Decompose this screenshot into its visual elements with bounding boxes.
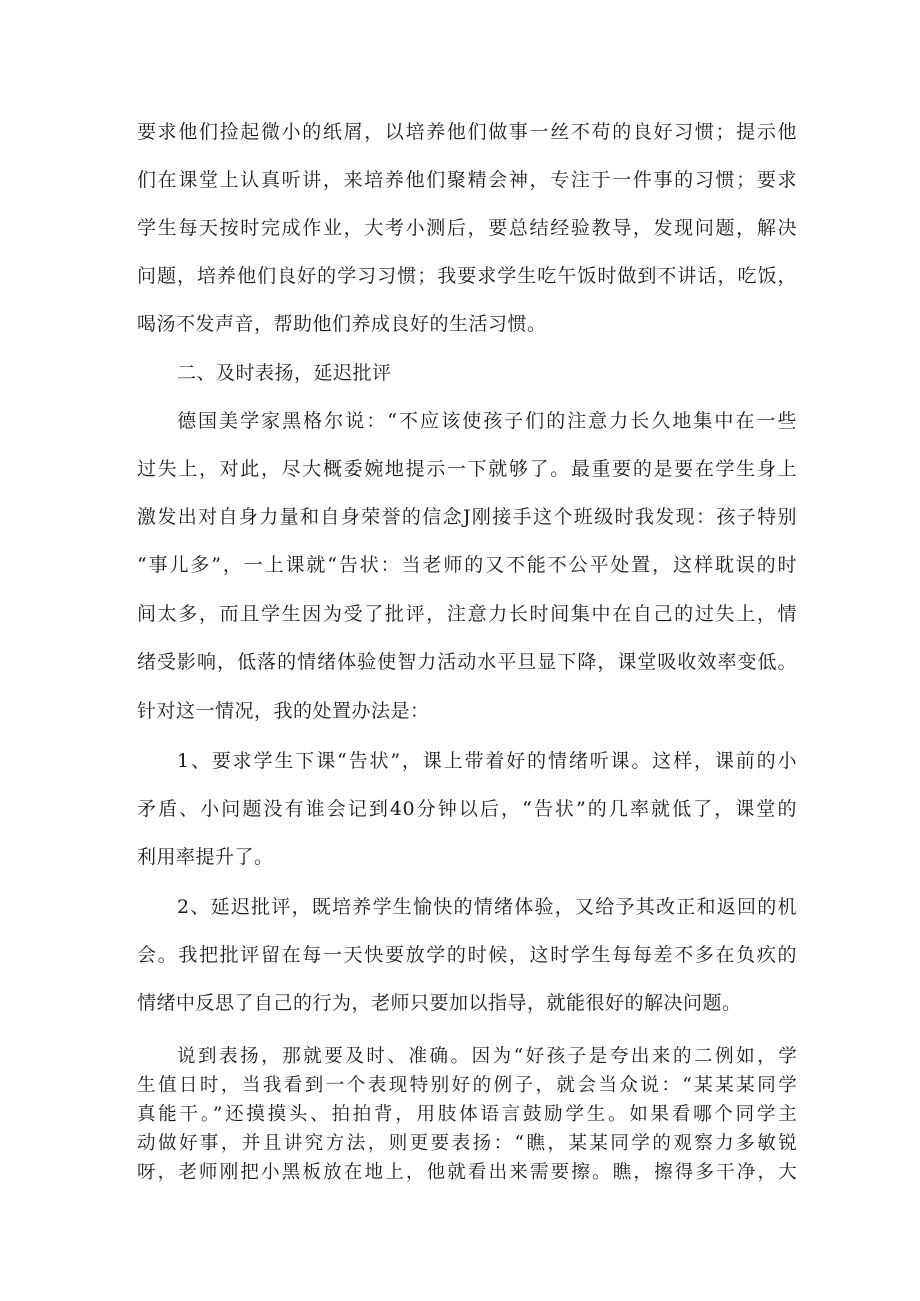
text-line: 问题，培养他们良好的学习习惯；我要求学生吃午饭时做到不讲话，吃饭， [137,265,797,287]
text-line: 情绪中反思了自己的行为，老师只要加以指导，就能很好的解决问题。 [137,992,742,1014]
text-line: 间太多，而且学生因为受了批评，注意力长时间集中在自己的过失上，情 [137,603,797,625]
section-heading: 二、及时表扬，延迟批评 [177,362,392,384]
text-line: “事儿多”，一上课就“告状：当老师的又不能不公平处置，这样耽误的时 [137,554,797,576]
text-line: 喝汤不发声音，帮助他们养成良好的生活习惯。 [137,313,547,335]
text-line: 过失上，对此，尽大概委婉地提示一下就够了。最重要的是要在学生身上 [137,458,797,480]
text-line: 呀，老师刚把小黑板放在地上，他就看出来需要擦。瞧，擦得多干净，大 [137,1162,797,1183]
text-line: 矛盾、小问题没有谁会记到40分钟以后，“告状”的几率就低了，课堂的 [137,798,797,820]
text-line: 生值日时，当我看到一个表现特别好的例子，就会当众说：“某某某同学 [137,1075,797,1096]
text-line: 1、要求学生下课“告状”，课上带着好的情绪听课。这样，课前的小 [177,750,797,772]
text-line: 绪受影响，低落的情绪体验使智力活动水平旦显下降，课堂吸收效率变低。 [137,651,797,673]
text-line: 激发出对自身力量和自身荣誉的信念J刚接手这个班级时我发现：孩子特别 [137,506,797,528]
text-line: 针对这一情况，我的处置办法是： [137,700,430,722]
text-line: 2、延迟批评，既培养学生愉快的情绪体验，又给予其改正和返回的机 [177,896,797,918]
text-line: 真能干。”还摸摸头、拍拍背，用肢体语言鼓励学生。如果看哪个同学主 [137,1104,797,1125]
text-line: 动做好事，并且讲究方法，则更要表扬：“瞧，某某同学的观察力多敏锐 [137,1133,797,1154]
text-line: 会。我把批评留在每一天快要放学的时候，这时学生每每差不多在负疚的 [137,944,797,966]
text-line: 说到表扬，那就要及时、准确。因为“好孩子是夸出来的二例如，学 [177,1046,797,1067]
text-line: 利用率提升了。 [137,846,274,868]
text-line: 要求他们捡起微小的纸屑，以培养他们做事一丝不苟的良好习惯；提示他 [137,121,797,143]
text-line: 德国美学家黑格尔说：“不应该使孩子们的注意力长久地集中在一些 [177,410,797,432]
text-line: 学生每天按时完成作业，大考小测后，要总结经验教导，发现问题，解决 [137,217,797,239]
text-line: 们在课堂上认真听讲，来培养他们聚精会神，专注于一件事的习惯；要求 [137,169,797,191]
